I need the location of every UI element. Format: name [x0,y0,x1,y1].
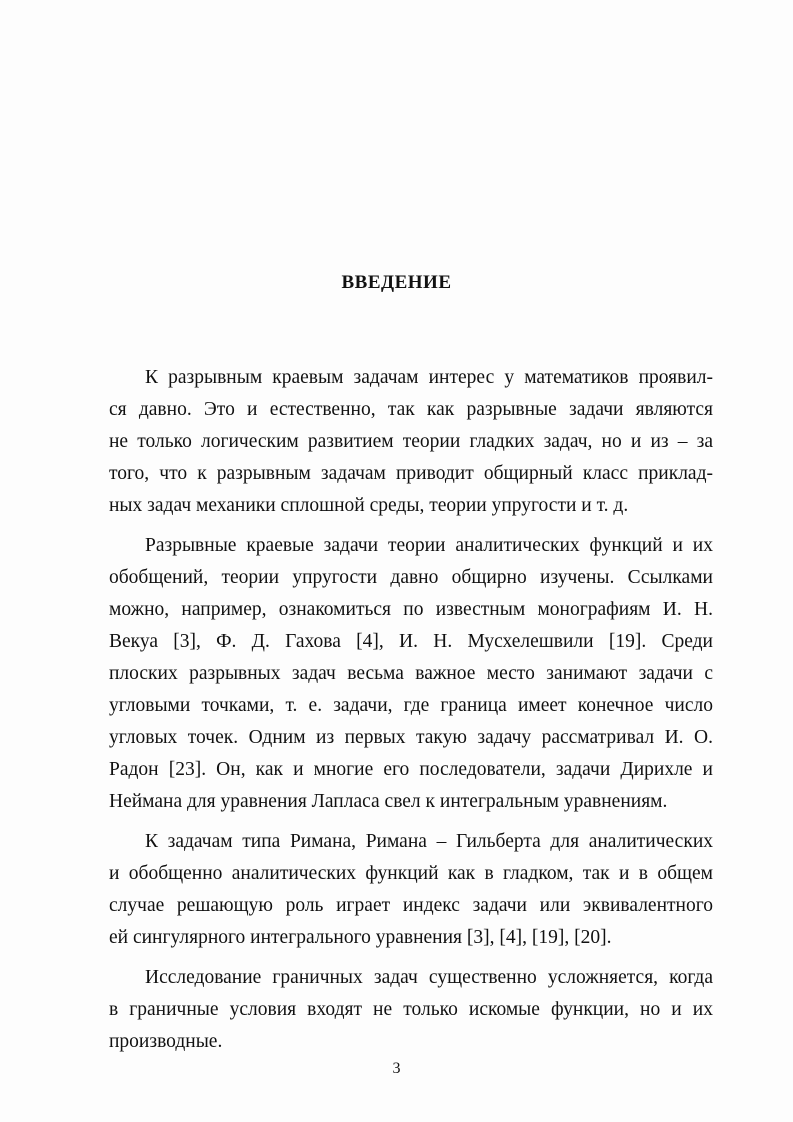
section-heading: ВВЕДЕНИЕ [341,272,452,293]
text-line: К задачам типа Римана, Римана – Гильберта для аналитических [145,831,713,852]
page-number: 3 [392,1060,401,1077]
text-line: в граничные условия входят не только искомые функции, но и их [109,999,713,1020]
text-line: того, что к разрывным задачам приводит общирный класс приклад- [109,463,713,484]
paragraph-3 [109,826,713,954]
text-line: ся давно. Это и естественно, так как разрывные задачи являются [109,399,713,420]
text-line: не только логическим развитием теории гладких задач, но и из – за [109,431,713,452]
text-line: ей сингулярного интегрального уравнения [3], [4], [19], [20]. [109,927,612,948]
body-text [109,362,713,1058]
text-line: можно, например, ознакомиться по известным монографиям И. Н. [109,599,713,620]
text-line: производные. [109,1031,223,1052]
text-line: плоских разрывных задач весьма важное место занимают задачи с [109,663,713,684]
paragraph-2 [109,530,713,818]
text-line: обобщений, теории упругости давно общирно изучены. Ссылками [109,567,713,588]
text-line: и обобщенно аналитических функций как в гладком, так и в общем [109,863,713,884]
text-line: случае решающую роль играет индекс задачи или эквивалентного [109,895,713,916]
text-line: угловыми точками, т. е. задачи, где граница имеет конечное число [109,695,713,716]
text-line: Неймана для уравнения Лапласа свел к интегральным уравнениям. [109,791,668,812]
text-line: Разрывные краевые задачи теории аналитических функций и их [145,535,713,556]
text-line: Радон [23]. Он, как и многие его последователи, задачи Дирихле и [109,759,713,780]
text-line: угловых точек. Одним из первых такую задачу рассматривал И. О. [109,727,713,748]
text-line: Исследование граничных задач существенно усложняется, когда [145,967,713,988]
paragraph-1 [109,362,713,522]
text-line: Векуа [3], Ф. Д. Гахова [4], И. Н. Мусхелешвили [19]. Среди [109,631,713,652]
paragraph-4 [109,962,713,1058]
text-line: ных задач механики сплошной среды, теории упругости и т. д. [109,495,629,516]
text-line: К разрывным краевым задачам интерес у математиков проявил- [145,367,713,388]
